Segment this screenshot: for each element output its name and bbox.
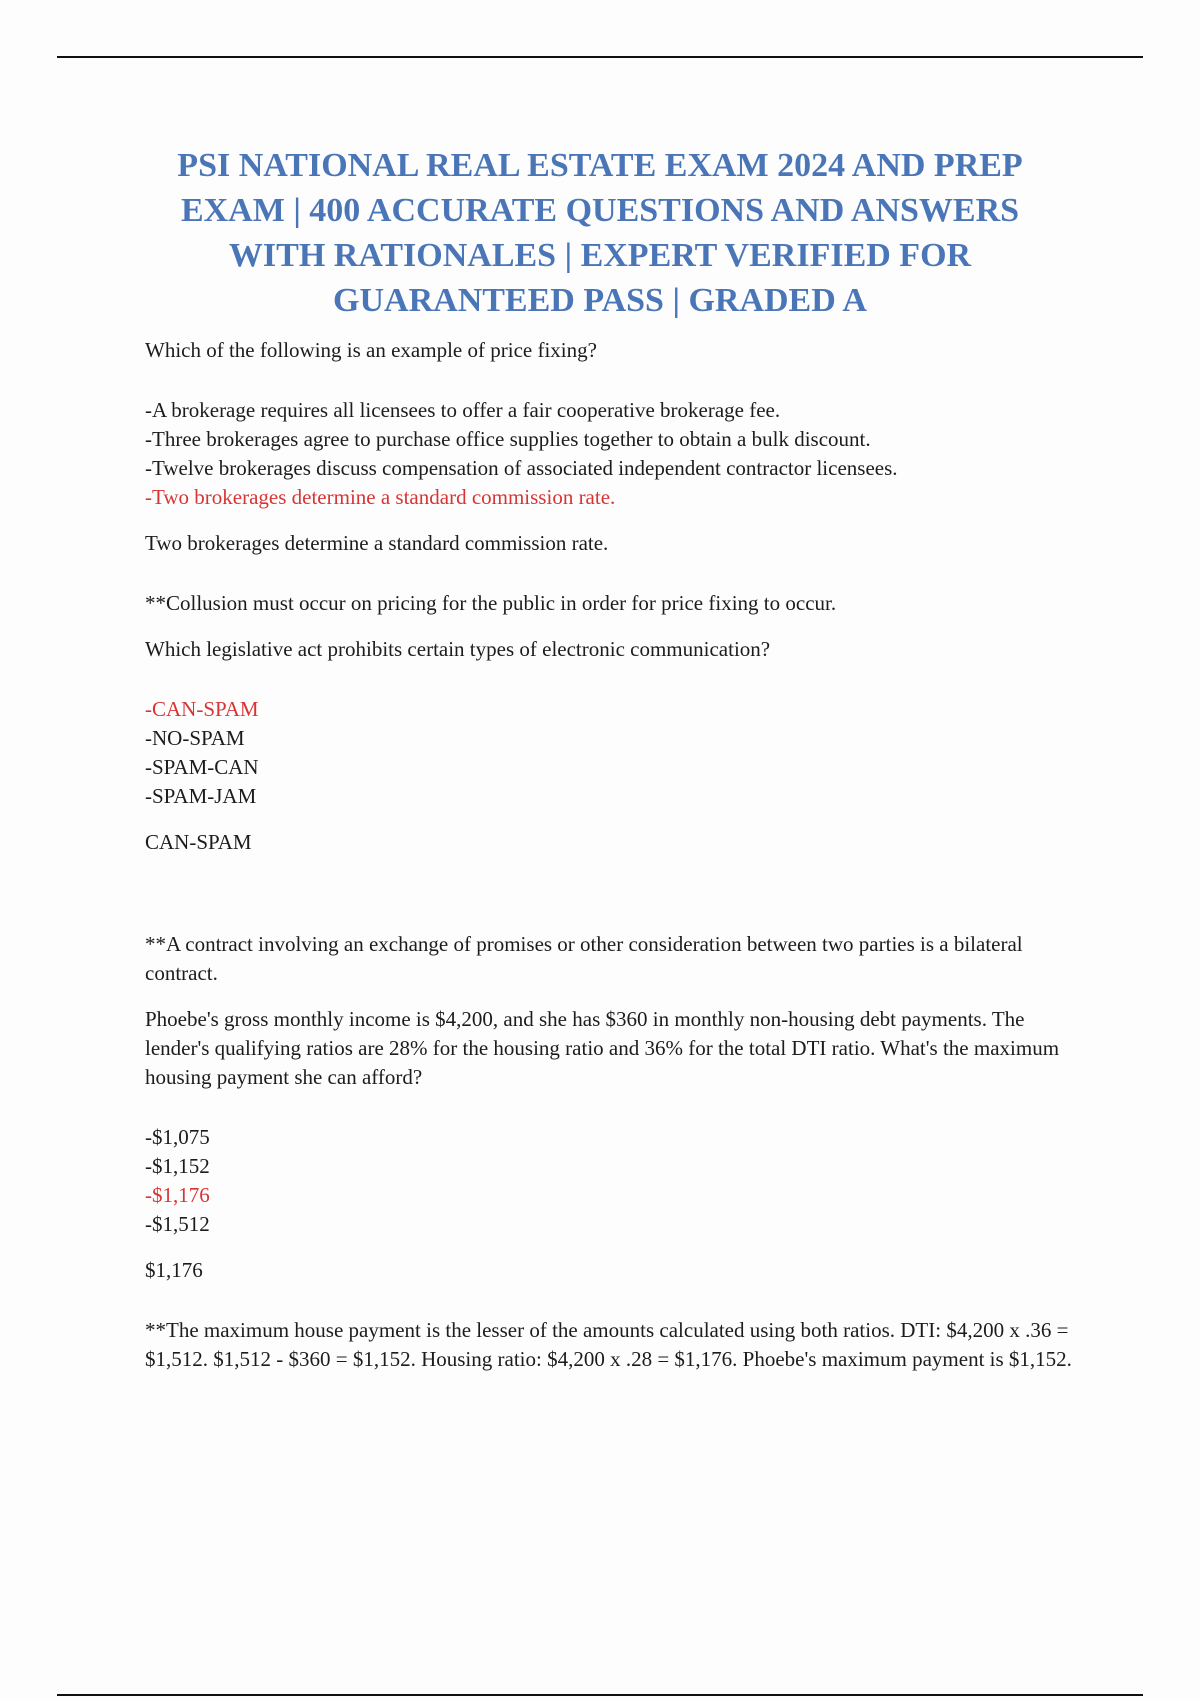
q4-options <box>145 1123 1085 1239</box>
document-title <box>130 143 1070 323</box>
q2-option-a-correct: -CAN-SPAM <box>145 697 259 721</box>
q4-question: Phoebe's gross monthly income is $4,200, and she has $360 in monthly non-housing debt payments. The lender's qualifying ratios are 28% for the housing ratio and 36% for the total DTI ratio. What's the maximum housing payment she can afford? <box>145 1007 1060 1089</box>
q1-answer: Two brokerages determine a standard commission rate. <box>145 531 609 555</box>
title-line-2: EXAM | 400 ACCURATE QUESTIONS AND ANSWERS <box>180 192 1020 229</box>
q4-answer: $1,176 <box>145 1258 203 1282</box>
q1-rationale: **Collusion must occur on pricing for the public in order for price fixing to occur. <box>145 591 837 615</box>
q2-question: Which legislative act prohibits certain types of electronic communication? <box>145 637 771 661</box>
title-line-4: GUARANTEED PASS | GRADED A <box>333 282 867 319</box>
q1-option-a: -A brokerage requires all licensees to offer a fair cooperative brokerage fee. <box>145 398 781 422</box>
q2-option-b: -NO-SPAM <box>145 726 245 750</box>
q4-option-c-correct: -$1,176 <box>145 1183 210 1207</box>
q3-rationale: **A contract involving an exchange of promises or other consideration between two parties is a bilateral contract. <box>145 932 1023 985</box>
document-body <box>145 336 1085 1391</box>
q4-option-d: -$1,512 <box>145 1212 210 1236</box>
q2-options <box>145 695 1085 811</box>
q2-option-c: -SPAM-CAN <box>145 755 259 779</box>
bottom-rule <box>57 1694 1143 1696</box>
q2-option-d: -SPAM-JAM <box>145 784 257 808</box>
q1-question: Which of the following is an example of price fixing? <box>145 338 597 362</box>
top-rule <box>57 56 1143 58</box>
title-line-3: WITH RATIONALES | EXPERT VERIFIED FOR <box>228 237 972 274</box>
q1-option-b: -Three brokerages agree to purchase office supplies together to obtain a bulk discount. <box>145 427 871 451</box>
spacer <box>145 888 1085 930</box>
q2-answer: CAN-SPAM <box>145 830 252 854</box>
q4-option-b: -$1,152 <box>145 1154 210 1178</box>
q1-option-c: -Twelve brokerages discuss compensation of associated independent contractor licensees. <box>145 456 898 480</box>
q4-option-a: -$1,075 <box>145 1125 210 1149</box>
q4-rationale: **The maximum house payment is the lesser of the amounts calculated using both ratios. DTI: $4,200 x .36 = $1,512. $1,512 - $360 = $1,152. Housing ratio: $4,200 x .28 = $1,176. Phoebe's maximum payment is $1,152. <box>145 1318 1072 1371</box>
q1-option-d-correct: -Two brokerages determine a standard commission rate. <box>145 485 616 509</box>
q1-options <box>145 396 1085 512</box>
title-line-1: PSI NATIONAL REAL ESTATE EXAM 2024 AND PREP <box>177 147 1023 184</box>
